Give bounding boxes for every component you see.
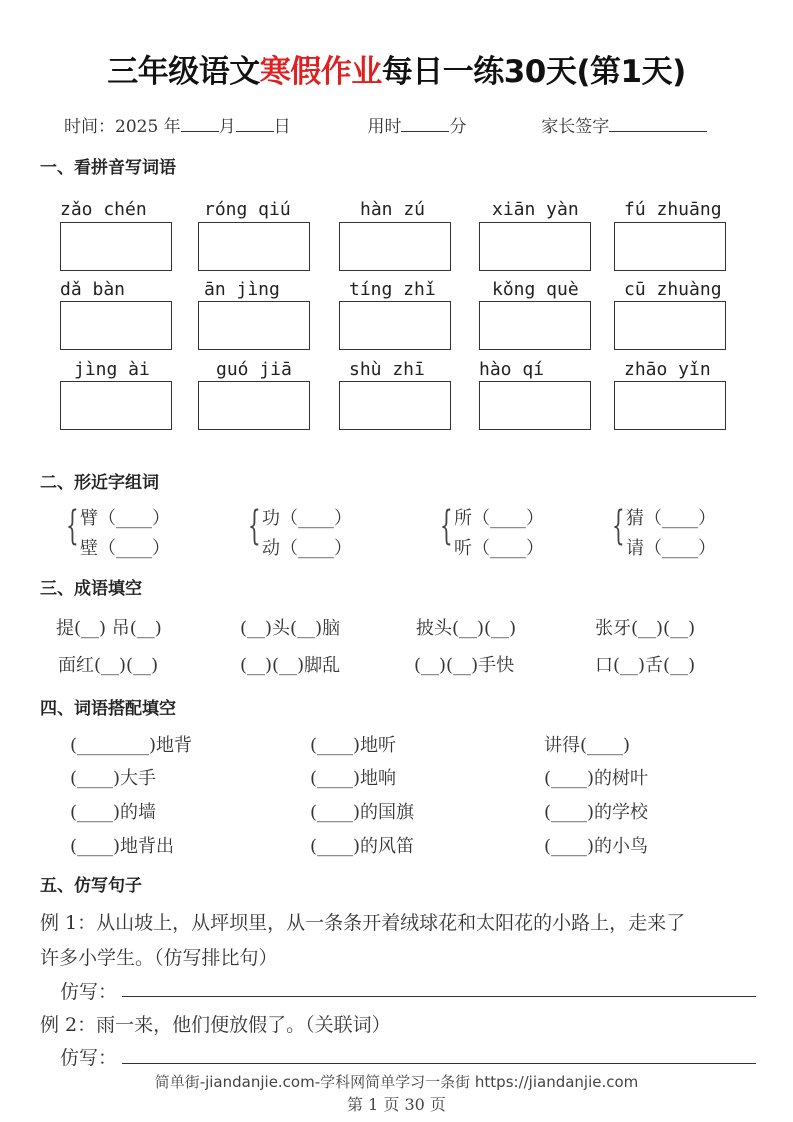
pinyin-label: guó jiā <box>216 359 292 380</box>
imitate-answer-line-2[interactable] <box>122 1063 756 1064</box>
pinyin-label: hào qí <box>479 359 545 380</box>
answer-box[interactable] <box>339 381 451 430</box>
time-label: 时间：2025 年 <box>64 117 181 137</box>
brace-icon: { <box>612 503 625 549</box>
pinyin-label: ān jìng <box>204 279 280 300</box>
char-item[interactable]: 请（____） <box>626 538 716 559</box>
info-line <box>64 112 707 137</box>
answer-box[interactable] <box>198 381 310 430</box>
minutes-label: 分 <box>449 117 467 137</box>
section-1-heading: 一、看拼音写词语 <box>40 158 176 178</box>
collocation-item[interactable]: (____)的小鸟 <box>544 836 649 857</box>
pinyin-label: zhāo yǐn <box>624 359 711 380</box>
pinyin-label: shù zhī <box>349 359 425 380</box>
answer-box[interactable] <box>614 381 726 430</box>
answer-box[interactable] <box>614 222 726 271</box>
char-item[interactable]: 动（____） <box>262 538 352 559</box>
answer-box[interactable] <box>479 381 591 430</box>
char-item[interactable]: 所（____） <box>454 508 544 529</box>
pinyin-label: fú zhuāng <box>624 199 722 220</box>
section-5-heading: 五、仿写句子 <box>40 876 142 896</box>
collocation-item[interactable]: (____)地听 <box>310 735 397 756</box>
imitate-label: 仿写： <box>60 1047 118 1069</box>
answer-box[interactable] <box>479 222 591 271</box>
brace-icon: { <box>248 503 261 549</box>
brace-icon: { <box>66 503 79 549</box>
idiom-item[interactable]: (__)(__)脚乱 <box>240 655 341 676</box>
collocation-item[interactable]: (____)的国旗 <box>310 802 415 823</box>
title-part1: 三年级语文 <box>107 54 260 90</box>
title-part3: 每日一练30天(第1天) <box>381 54 686 90</box>
brace-icon: { <box>440 503 453 549</box>
collocation-item[interactable]: (____)的树叶 <box>544 768 649 789</box>
idiom-item[interactable]: 张牙(__)(__) <box>595 618 696 639</box>
example-1-text: 例 1：从山坡上，从坪坝里，从一条条开着绒球花和太阳花的小路上，走来了 <box>40 912 686 934</box>
parent-sign-label: 家长签字 <box>541 117 610 137</box>
imitate-answer-line-1[interactable] <box>122 996 756 997</box>
footer-site: 简单街-jiandanjie.com-学科网简单学习一条街 https://jiandanjie.com <box>154 1073 639 1091</box>
char-item[interactable]: 猜（____） <box>626 508 716 529</box>
idiom-item[interactable]: 提(__) 吊(__) <box>56 618 162 639</box>
page-title <box>0 46 793 91</box>
month-label: 月 <box>218 117 236 137</box>
pinyin-label: hàn zú <box>360 199 426 220</box>
idiom-item[interactable]: 披头(__)(__) <box>416 618 517 639</box>
char-item[interactable]: 臂（____） <box>80 508 170 529</box>
section-4-heading: 四、词语搭配填空 <box>40 699 176 719</box>
collocation-item[interactable]: (____)大手 <box>70 768 157 789</box>
answer-box[interactable] <box>60 381 172 430</box>
answer-box[interactable] <box>339 301 451 350</box>
char-item[interactable]: 听（____） <box>454 538 544 559</box>
answer-box[interactable] <box>60 301 172 350</box>
pinyin-label: róng qiú <box>204 199 291 220</box>
example-1-text-cont: 许多小学生。（仿写排比句） <box>40 947 278 969</box>
answer-box[interactable] <box>479 301 591 350</box>
page-number: 第 1 页 30 页 <box>347 1095 446 1114</box>
char-item[interactable]: 功（____） <box>262 508 352 529</box>
char-item[interactable]: 壁（____） <box>80 538 170 559</box>
answer-box[interactable] <box>198 222 310 271</box>
pinyin-label: xiān yàn <box>492 199 579 220</box>
collocation-item[interactable]: (____)的风笛 <box>310 836 415 857</box>
idiom-item[interactable]: (__)(__)手快 <box>414 655 515 676</box>
example-2-text: 例 2：雨一来，他们便放假了。（关联词） <box>40 1014 391 1036</box>
collocation-item[interactable]: (____)的学校 <box>544 802 649 823</box>
collocation-item[interactable]: (________)地背 <box>70 735 193 756</box>
idiom-item[interactable]: 面红(__)(__) <box>58 655 159 676</box>
day-label: 日 <box>273 117 291 137</box>
pinyin-label: tíng zhǐ <box>349 279 436 300</box>
answer-box[interactable] <box>198 301 310 350</box>
collocation-item[interactable]: (____)地响 <box>310 768 397 789</box>
collocation-item[interactable]: (____)的墙 <box>70 802 157 823</box>
month-blank[interactable] <box>181 117 219 132</box>
parent-sign-blank[interactable] <box>609 117 707 132</box>
duration-label: 用时 <box>367 117 402 137</box>
duration-blank[interactable] <box>401 117 449 132</box>
pinyin-label: zǎo chén <box>60 199 147 220</box>
pinyin-label: dǎ bàn <box>60 279 126 300</box>
day-blank[interactable] <box>236 117 274 132</box>
pinyin-label: kǒng què <box>492 279 579 300</box>
section-3-heading: 三、成语填空 <box>40 579 142 599</box>
imitate-label: 仿写： <box>60 981 118 1003</box>
answer-box[interactable] <box>60 222 172 271</box>
collocation-item[interactable]: 讲得(____) <box>544 735 631 756</box>
pinyin-label: jìng ài <box>74 359 150 380</box>
section-2-heading: 二、形近字组词 <box>40 473 159 493</box>
collocation-item[interactable]: (____)地背出 <box>70 836 175 857</box>
title-highlight: 寒假作业 <box>259 54 382 90</box>
pinyin-label: cū zhuàng <box>624 279 722 300</box>
idiom-item[interactable]: 口(__)舌(__) <box>595 655 696 676</box>
idiom-item[interactable]: (__)头(__)脑 <box>240 618 341 639</box>
answer-box[interactable] <box>339 222 451 271</box>
answer-box[interactable] <box>614 301 726 350</box>
